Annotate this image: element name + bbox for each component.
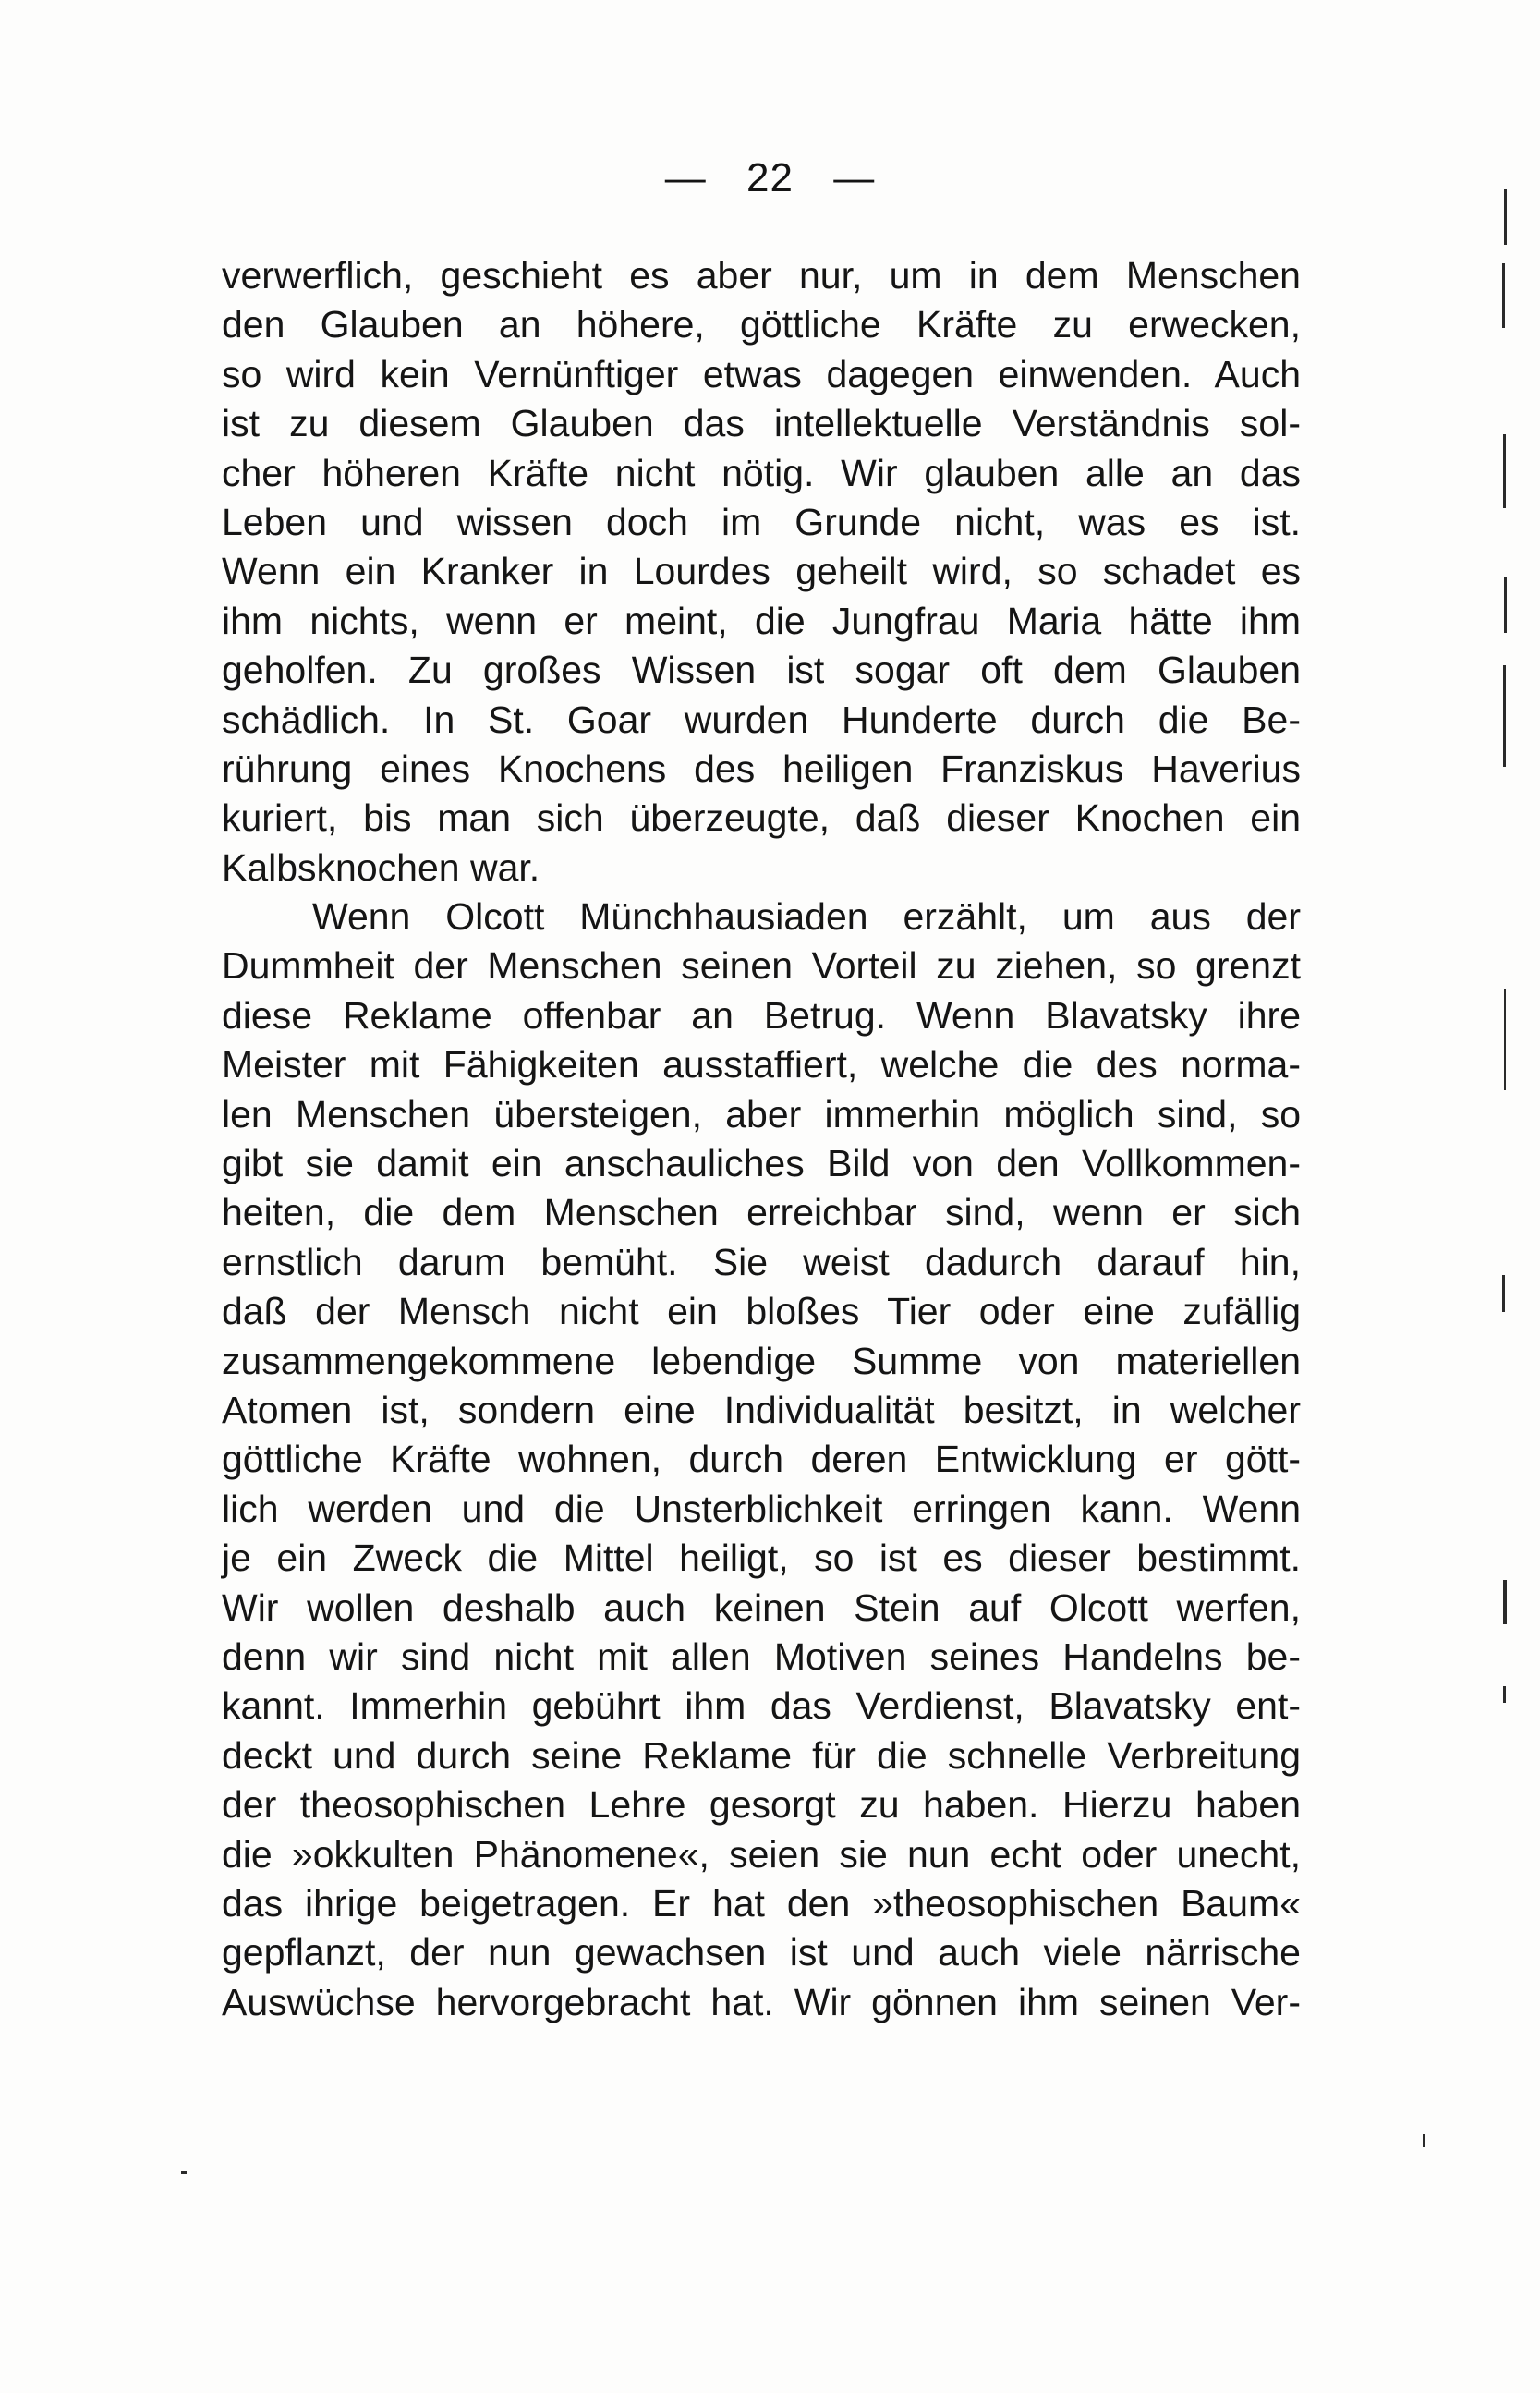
text-line: je ein Zweck die Mittel heiligt, so ist es dieser bestimmt.: [222, 1537, 1301, 1580]
scan-edge-mark: [1502, 263, 1505, 328]
text-line: verwerflich, geschieht es aber nur, um in dem Menschen: [222, 254, 1301, 297]
text-line: denn wir sind nicht mit allen Motiven seines Handelns be-: [222, 1634, 1301, 1678]
text-line: so wird kein Vernünftiger etwas dagegen einwenden. Auch: [222, 352, 1301, 395]
text-line: den Glauben an höhere, göttliche Kräfte zu erwecken,: [222, 303, 1301, 346]
scan-edge-mark: [1503, 665, 1506, 767]
scan-edge-mark: [1503, 1580, 1507, 1624]
text-line: gepflanzt, der nun gewachsen ist und auch viele närrische: [222, 1931, 1301, 1974]
text-line: die »okkulten Phänomene«, seien sie nun echt oder unecht,: [222, 1832, 1301, 1876]
paragraph-2: [222, 893, 1301, 2027]
text-line: Kalbsknochen war.: [222, 845, 540, 889]
text-line: Meister mit Fähigkeiten ausstaffiert, welche die des norma-: [222, 1043, 1301, 1087]
text-line: ihm nichts, wenn er meint, die Jungfrau Maria hätte ihm: [222, 599, 1301, 642]
text-line: Wir wollen deshalb auch keinen Stein auf Olcott werfen,: [222, 1585, 1301, 1629]
text-line: Leben und wissen doch im Grunde nicht, was es ist.: [222, 500, 1301, 543]
text-line: zusammengekommene lebendige Summe von materiellen: [222, 1339, 1301, 1382]
scan-edge-mark: [1504, 989, 1506, 1090]
scan-edge-mark: [1504, 577, 1507, 633]
text-line: heiten, die dem Menschen erreichbar sind, wenn er sich: [222, 1191, 1301, 1234]
scan-edge-mark: [181, 2171, 187, 2174]
scan-edge-mark: [1423, 2134, 1425, 2147]
page-number-dash-left: —: [664, 155, 707, 200]
text-line: len Menschen übersteigen, aber immerhin möglich sind, so: [222, 1092, 1301, 1136]
text-line: gibt sie damit ein anschauliches Bild von den Vollkommen-: [222, 1142, 1301, 1185]
text-line: der theosophischen Lehre gesorgt zu haben. Hierzu haben: [222, 1783, 1301, 1827]
page-number: [0, 155, 1540, 201]
text-line: das ihrige beigetragen. Er hat den »theosophischen Baum«: [222, 1881, 1301, 1925]
paragraph-1: [222, 251, 1301, 893]
text-line: deckt und durch seine Reklame für die schnelle Verbreitung: [222, 1733, 1301, 1777]
text-line: Wenn ein Kranker in Lourdes geheilt wird, so schadet es: [222, 550, 1301, 593]
text-line: kuriert, bis man sich überzeugte, daß dieser Knochen ein: [222, 796, 1301, 840]
scan-edge-mark: [1504, 189, 1507, 245]
text-line: ist zu diesem Glauben das intellektuelle Verständnis sol-: [222, 402, 1301, 445]
text-line: göttliche Kräfte wohnen, durch deren Entwicklung er gött-: [222, 1438, 1301, 1481]
text-line: lich werden und die Unsterblichkeit erringen kann. Wenn: [222, 1487, 1301, 1530]
text-line: Wenn Olcott Münchhausiaden erzählt, um aus der: [312, 895, 1301, 939]
scan-edge-mark: [1503, 434, 1506, 508]
text-line: diese Reklame offenbar an Betrug. Wenn Blavatsky ihre: [222, 993, 1301, 1037]
scan-edge-mark: [1502, 1275, 1505, 1312]
text-line: cher höheren Kräfte nicht nötig. Wir glauben alle an das: [222, 451, 1301, 494]
scan-edge-mark: [1503, 1686, 1506, 1703]
text-line: rührung eines Knochens des heiligen Franziskus Haverius: [222, 747, 1301, 790]
text-line: kannt. Immerhin gebührt ihm das Verdienst, Blavatsky ent-: [222, 1684, 1301, 1728]
text-line: Atomen ist, sondern eine Individualität besitzt, in welcher: [222, 1388, 1301, 1431]
text-line: ernstlich darum bemüht. Sie weist dadurch darauf hin,: [222, 1240, 1301, 1283]
text-line: schädlich. In St. Goar wurden Hunderte durch die Be-: [222, 698, 1301, 741]
page-number-dash-right: —: [833, 155, 876, 200]
text-line: Dummheit der Menschen seinen Vorteil zu ziehen, so grenzt: [222, 944, 1301, 988]
text-line: daß der Mensch nicht ein bloßes Tier oder eine zufällig: [222, 1290, 1301, 1333]
text-line: geholfen. Zu großes Wissen ist sogar oft dem Glauben: [222, 649, 1301, 692]
body-text: [222, 251, 1301, 2027]
page-number-value: 22: [746, 155, 794, 200]
text-line: Auswüchse hervorgebracht hat. Wir gönnen ihm seinen Ver-: [222, 1980, 1301, 2023]
